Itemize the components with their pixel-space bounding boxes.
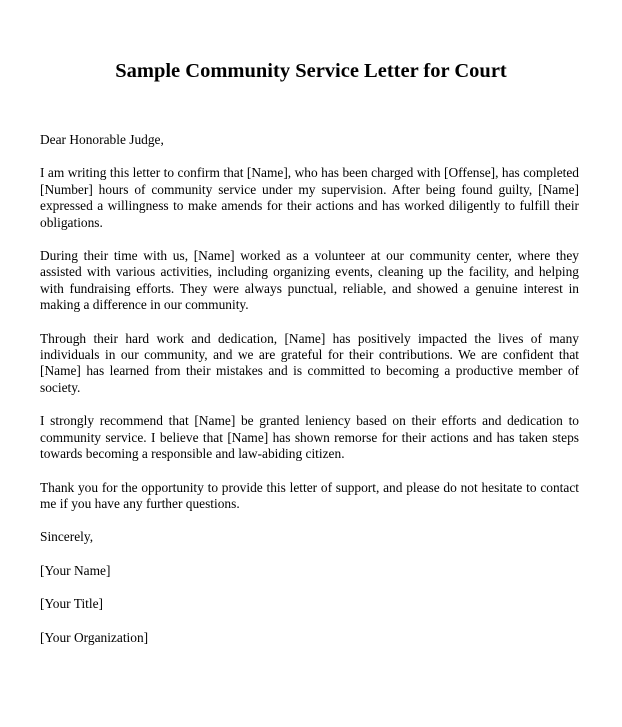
paragraph-confirmation: I am writing this letter to confirm that [Name], who has been charged with [Offense], has completed [Number] hours of community service under my supervision. After being found guilty, [Name] expressed a willingness to make amends for their actions and has worked diligently to fulfill their obligations. bbox=[40, 165, 579, 230]
letter-body bbox=[40, 132, 579, 663]
closing: Sincerely, bbox=[40, 529, 94, 545]
paragraph-recommendation: I strongly recommend that [Name] be granted leniency based on their efforts and dedication to community service. I believe that [Name] has shown remorse for their actions and has taken steps towards becoming a responsible and law-abiding citizen. bbox=[40, 413, 579, 462]
paragraph-thanks: Thank you for the opportunity to provide this letter of support, and please do not hesitate to contact me if you have any further questions. bbox=[40, 479, 579, 511]
signature-name: [Your Name] bbox=[40, 562, 111, 578]
paragraph-volunteer-work: During their time with us, [Name] worked as a volunteer at our community center, where they assisted with various activities, including organizing events, cleaning up the facility, and helping with fundraising efforts. They were always punctual, reliable, and showed a genuine interest in making a difference in our community. bbox=[40, 248, 579, 313]
paragraph-impact: Through their hard work and dedication, [Name] has positively impacted the lives of many individuals in our community, and we are grateful for their contributions. We are confident that [Name] has learned from their mistakes and is committed to becoming a productive member of society. bbox=[40, 330, 579, 395]
salutation: Dear Honorable Judge, bbox=[40, 132, 164, 147]
document-title: Sample Community Service Letter for Court bbox=[115, 60, 507, 82]
signature-organization: [Your Organization] bbox=[40, 629, 149, 645]
signature-title: [Your Title] bbox=[40, 596, 104, 612]
